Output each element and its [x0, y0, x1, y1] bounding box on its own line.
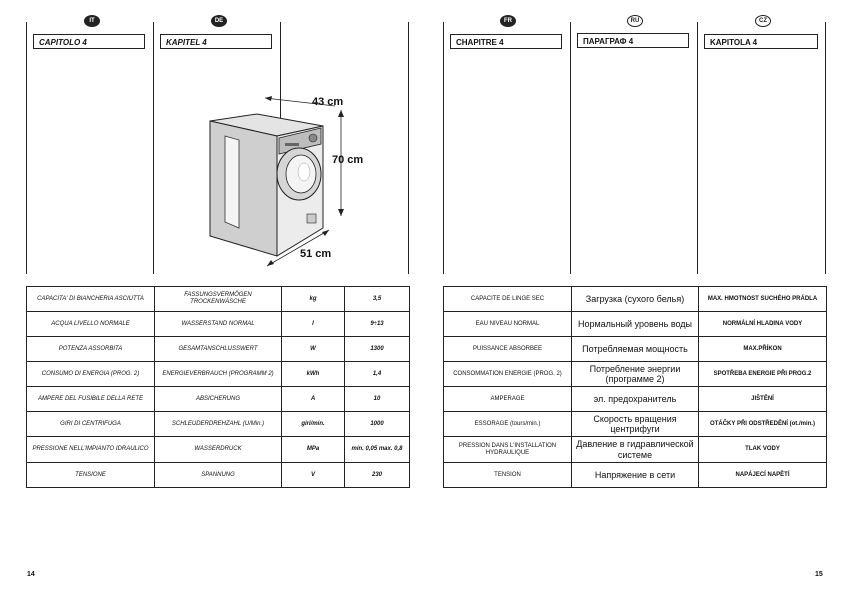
cell-value: 1300 — [345, 337, 410, 362]
flag-germany-icon: DE — [211, 15, 227, 27]
spec-table-left — [26, 286, 410, 488]
cell-unit: l — [282, 312, 345, 337]
cell-ru: Давление в гидравлической системе — [572, 437, 699, 463]
cell-fr: AMPERAGE — [444, 387, 572, 412]
cell-value: 1000 — [345, 412, 410, 437]
cell-cz: MAX. HMOTNOST SUCHÉHO PRÁDLA — [699, 287, 827, 312]
table-row — [27, 287, 410, 312]
cell-it: TENSIONE — [27, 463, 155, 488]
cell-de: WASSERDRUCK — [155, 437, 282, 463]
cell-de: FASSUNGSVERMÖGEN TROCKENWÄSCHE — [155, 287, 282, 312]
column-divider — [153, 22, 154, 274]
cell-de: SCHLEUDERDREHZAHL (U/Min.) — [155, 412, 282, 437]
washing-machine-illustration — [195, 88, 380, 273]
cell-it: CAPACITA' DI BIANCHERIA ASCIUTTA — [27, 287, 155, 312]
table-row — [444, 362, 827, 387]
cell-cz: TLAK VODY — [699, 437, 827, 463]
spec-table-right — [443, 286, 827, 488]
cell-fr: EAU NIVEAU NORMAL — [444, 312, 572, 337]
cell-value: 230 — [345, 463, 410, 488]
cell-fr: CONSOMMATION ENERGIE (PROG. 2) — [444, 362, 572, 387]
width-dimension-label: 51 cm — [300, 248, 332, 260]
cell-it: GIRI DI CENTRIFUGA — [27, 412, 155, 437]
table-row — [27, 362, 410, 387]
cell-fr: TENSION — [444, 463, 572, 488]
cell-unit: MPa — [282, 437, 345, 463]
cell-cz: JIŠTĚNÍ — [699, 387, 827, 412]
column-divider — [570, 22, 571, 274]
cell-unit: giri/min. — [282, 412, 345, 437]
cell-de: WASSERSTAND NORMAL — [155, 312, 282, 337]
table-row — [444, 437, 827, 463]
cell-value: 10 — [345, 387, 410, 412]
table-row — [444, 312, 827, 337]
cell-unit: kg — [282, 287, 345, 312]
flag-russia-icon: RU — [627, 15, 643, 27]
chapter-heading-de: KAPITEL 4 — [160, 34, 272, 49]
cell-ru: Нормальный уровень воды — [572, 312, 699, 337]
column-divider — [697, 22, 698, 274]
cell-cz: NORMÁLNÍ HLADINA VODY — [699, 312, 827, 337]
cell-fr: PUISSANCE ABSORBEE — [444, 337, 572, 362]
cell-unit: W — [282, 337, 345, 362]
table-row — [27, 463, 410, 488]
cell-ru: Потребление энергии (программе 2) — [572, 362, 699, 387]
cell-fr: PRESSION DANS L'INSTALLATION HYDRAULIQUE — [444, 437, 572, 463]
cell-it: PRESSIONE NELL'IMPIANTO IDRAULICO — [27, 437, 155, 463]
table-row — [27, 387, 410, 412]
flag-italy-icon: IT — [84, 15, 100, 27]
cell-it: AMPERE DEL FUSIBILE DELLA RETE — [27, 387, 155, 412]
depth-dimension-label: 43 cm — [312, 96, 344, 108]
cell-fr: CAPACITE DE LINGE SEC — [444, 287, 572, 312]
table-row — [444, 337, 827, 362]
table-row — [27, 337, 410, 362]
cell-value: 9÷13 — [345, 312, 410, 337]
cell-unit: A — [282, 387, 345, 412]
cell-ru: Потребляемая мощность — [572, 337, 699, 362]
cell-unit: V — [282, 463, 345, 488]
page-number: 14 — [27, 571, 35, 578]
cell-de: ENERGIEVERBRAUCH (PROGRAMM 2) — [155, 362, 282, 387]
column-divider — [408, 22, 409, 274]
cell-cz: MAX.PŘÍKON — [699, 337, 827, 362]
page-number: 15 — [815, 571, 823, 578]
cell-it: CONSUMO DI ENERGIA (PROG. 2) — [27, 362, 155, 387]
height-dimension-label: 70 cm — [332, 154, 364, 166]
chapter-heading-fr: CHAPITRE 4 — [450, 34, 562, 49]
table-row — [444, 412, 827, 437]
cell-ru: Скорость вращения центрифуги — [572, 412, 699, 437]
table-row — [444, 463, 827, 488]
cell-de: SPANNUNG — [155, 463, 282, 488]
column-divider — [26, 22, 27, 274]
cell-unit: kWh — [282, 362, 345, 387]
table-row — [27, 312, 410, 337]
cell-cz: SPOTŘEBA ENERGIE PŘI PROG.2 — [699, 362, 827, 387]
cell-cz: OTÁČKY PŘI ODSTŘEDĚNÍ (ot./min.) — [699, 412, 827, 437]
cell-fr: ESSORAGE (tours/min.) — [444, 412, 572, 437]
cell-value: 3,5 — [345, 287, 410, 312]
cell-de: ABSICHERUNG — [155, 387, 282, 412]
cell-value: 1,4 — [345, 362, 410, 387]
flag-france-icon: FR — [500, 15, 516, 27]
column-divider — [443, 22, 444, 274]
table-row — [444, 287, 827, 312]
cell-ru: эл. предохранитель — [572, 387, 699, 412]
table-row — [27, 437, 410, 463]
cell-value: min. 0,05 max. 0,8 — [345, 437, 410, 463]
chapter-heading-it: CAPITOLO 4 — [33, 34, 145, 49]
cell-it: POTENZA ASSORBITA — [27, 337, 155, 362]
flag-czech-icon: CZ — [755, 15, 771, 27]
cell-ru: Напряжение в сети — [572, 463, 699, 488]
table-row — [444, 387, 827, 412]
cell-cz: NAPÁJECÍ NAPĚTÍ — [699, 463, 827, 488]
cell-ru: Загрузка (сухого белья) — [572, 287, 699, 312]
table-row — [27, 412, 410, 437]
cell-it: ACQUA LIVELLO NORMALE — [27, 312, 155, 337]
cell-de: GESAMTANSCHLUSSWERT — [155, 337, 282, 362]
column-divider — [825, 22, 826, 274]
chapter-heading-cz: KAPITOLA 4 — [704, 34, 818, 49]
chapter-heading-ru: ПАРАГРАФ 4 — [577, 33, 689, 48]
